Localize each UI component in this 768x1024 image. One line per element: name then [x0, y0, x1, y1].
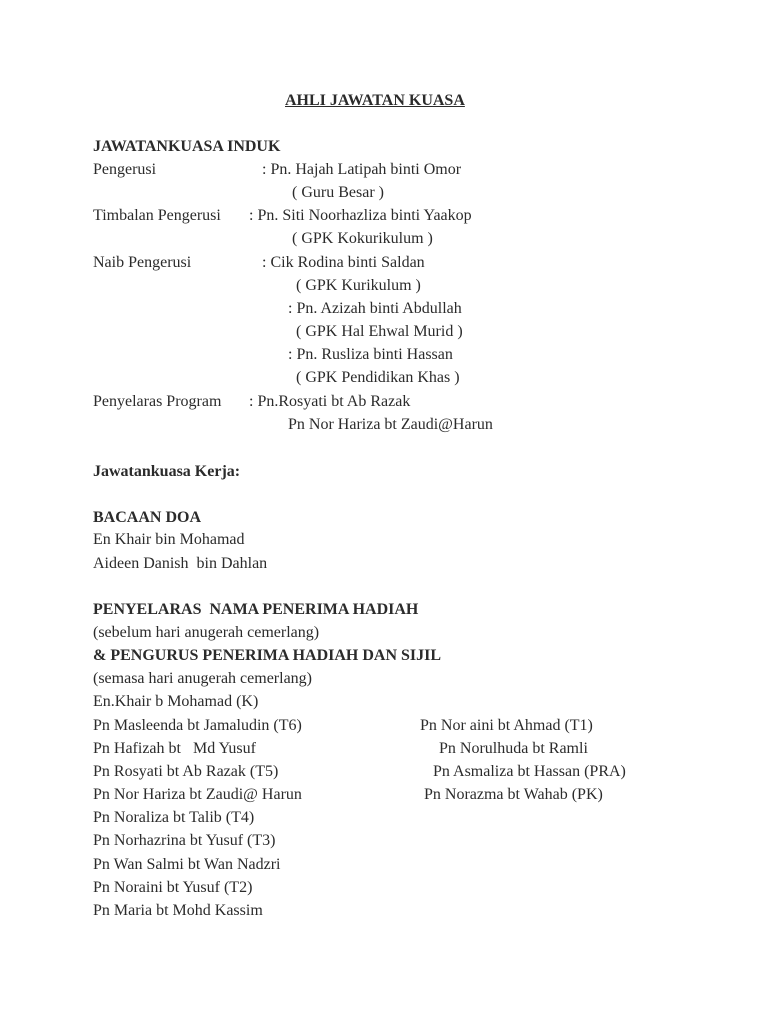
hadiah-note-2: (semasa hari anugerah cemerlang) [93, 670, 312, 687]
hadiah-left-member: Pn Norhazrina bt Yusuf (T3) [93, 832, 276, 849]
hadiah-left-member: Pn Wan Salmi bt Wan Nadzri [93, 856, 281, 873]
hadiah-left-member: Pn Rosyati bt Ab Razak (T5) [93, 763, 279, 780]
hadiah-right-member: Pn Norulhuda bt Ramli [439, 740, 588, 757]
bacaan-doa-member: Aideen Danish bin Dahlan [93, 555, 268, 572]
naib-member-name: : Cik Rodina binti Saldan [262, 254, 425, 271]
bacaan-doa-member: En Khair bin Mohamad [93, 531, 245, 548]
timbalan-label: Timbalan Pengerusi [93, 207, 221, 224]
hadiah-right-member: Pn Asmaliza bt Hassan (PRA) [433, 763, 626, 780]
bacaan-doa-heading: BACAAN DOA [93, 509, 201, 526]
hadiah-right-member: Pn Norazma bt Wahab (PK) [424, 786, 603, 803]
penyelaras-name-1: : Pn.Rosyati bt Ab Razak [249, 393, 411, 410]
hadiah-heading-1: PENYELARAS NAMA PENERIMA HADIAH [93, 601, 419, 618]
hadiah-right-member: Pn Nor aini bt Ahmad (T1) [420, 717, 593, 734]
document-title: AHLI JAWATAN KUASA [285, 92, 465, 109]
timbalan-role: ( GPK Kokurikulum ) [292, 230, 433, 247]
hadiah-left-member: Pn Nor Hariza bt Zaudi@ Harun [93, 786, 302, 803]
timbalan-name: : Pn. Siti Noorhazliza binti Yaakop [249, 207, 472, 224]
naib-member-name: : Pn. Azizah binti Abdullah [288, 300, 462, 317]
naib-member-role: ( GPK Kurikulum ) [296, 277, 421, 294]
naib-member-role: ( GPK Hal Ehwal Murid ) [296, 323, 463, 340]
hadiah-left-member: Pn Noraini bt Yusuf (T2) [93, 879, 253, 896]
naib-member-name: : Pn. Rusliza binti Hassan [288, 346, 453, 363]
hadiah-lead: En.Khair b Mohamad (K) [93, 693, 259, 710]
hadiah-left-member: Pn Noraliza bt Talib (T4) [93, 809, 255, 826]
naib-member-role: ( GPK Pendidikan Khas ) [296, 369, 460, 386]
pengerusi-role: ( Guru Besar ) [292, 184, 384, 201]
penyelaras-name-2: Pn Nor Hariza bt Zaudi@Harun [288, 416, 493, 433]
hadiah-heading-2: & PENGURUS PENERIMA HADIAH DAN SIJIL [93, 647, 442, 664]
pengerusi-label: Pengerusi [93, 161, 157, 178]
penyelaras-label: Penyelaras Program [93, 393, 222, 410]
hadiah-left-member: Pn Hafizah bt Md Yusuf [93, 740, 256, 757]
induk-heading: JAWATANKUASA INDUK [93, 138, 281, 155]
hadiah-left-member: Pn Maria bt Mohd Kassim [93, 902, 263, 919]
pengerusi-name: : Pn. Hajah Latipah binti Omor [262, 161, 462, 178]
naib-label: Naib Pengerusi [93, 254, 192, 271]
hadiah-note-1: (sebelum hari anugerah cemerlang) [93, 624, 320, 641]
hadiah-left-member: Pn Masleenda bt Jamaludin (T6) [93, 717, 302, 734]
kerja-heading: Jawatankuasa Kerja: [93, 463, 241, 480]
